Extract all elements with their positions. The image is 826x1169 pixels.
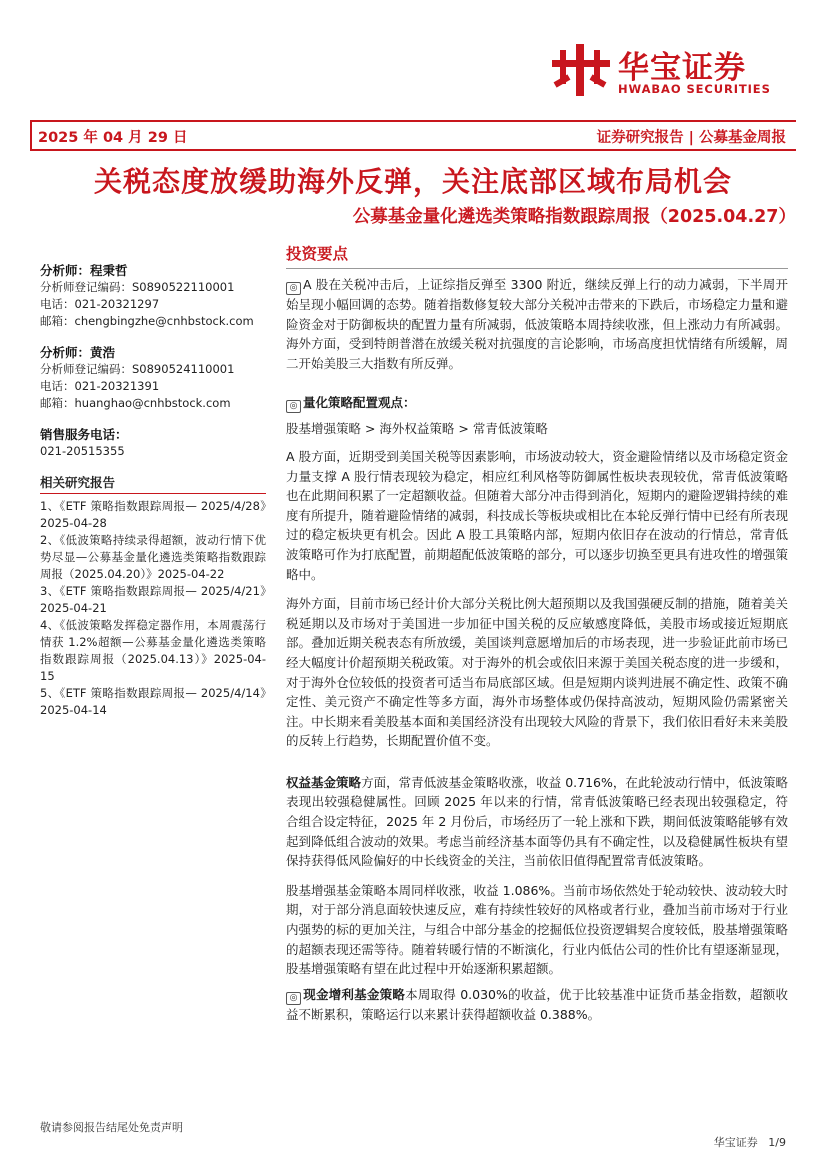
strategy-ranking: 股基增强策略 > 海外权益策略 > 常青低波策略 [286, 421, 548, 437]
report-subtitle: 公募基金量化遴选类策略指数跟踪周报（2025.04.27） [352, 207, 796, 227]
analyst-tel [40, 378, 266, 395]
footer-brand: 华宝证券 [713, 1136, 758, 1149]
email-label: 邮箱： [40, 314, 75, 328]
header-divider [30, 149, 796, 151]
sales-tel: 021-20515355 [40, 444, 125, 458]
main-content [286, 246, 788, 1024]
email-value[interactable]: chengbingzhe@cnhbstock.com [74, 314, 254, 328]
cert-label: 分析师登记编码： [40, 280, 132, 294]
report-date: 2025 年 04 月 29 日 [38, 130, 188, 146]
analyst-name: 分析师：程秉哲 [40, 263, 128, 278]
cash-label: 现金增利基金策略 [303, 986, 406, 1002]
related-report-item[interactable]: 5、《ETF 策略指数跟踪周报— 2025/4/14》2025-04-14 [40, 686, 266, 717]
intro-text: A 股在关税冲击后，上证综指反弹至 3300 附近，继续反弹上行的动力减弱，下半周开始呈现小幅回调的态势。随着指数修复较大部分关税冲击带来的下跌后，市场稳定力量和避险资金对于防御板块的配置力量有所减弱，低波策略本周持续收涨，但上涨动力有所减弱。海外方面，受到特朗普潜在放缓关税对抗强度的言论影响，市场高度担忧情绪有所缓解，周二开始美股三大指数有所反弹。 [286, 277, 788, 371]
analyst-email[interactable] [40, 395, 266, 412]
analyst-email[interactable] [40, 313, 266, 330]
equity-text: 方面，常青低波基金策略收涨，收益 0.716%，在此轮波动行情中，低波策略表现出较强稳健属性。回顾 2025 年以来的行情，常青低波策略已经表现出较强稳定，符合组合设定特征，2025 年 2 月份后，市场经历了一轮上涨和下跌，期间低波策略能够有效起到降低组合波动的效果。考虑当前经济基本面等仍具有不确定性，以及稳健属性板块有望保持获得低风险偏好的中长线资金的关注，当前依旧值得配置常青低波策略。 [286, 774, 788, 869]
tel-label: 电话： [40, 379, 75, 393]
related-report-item[interactable]: 4、《低波策略发挥稳定器作用，本周震荡行情获 1.2%超额—公募基金量化遴选类策略指数跟踪周报（2025.04.13）》2025-04-15 [40, 618, 266, 683]
analyst-block [40, 262, 266, 330]
related-reports-heading: 相关研究报告 [40, 474, 266, 494]
related-report-item[interactable]: 3、《ETF 策略指数跟踪周报— 2025/4/21》2025-04-21 [40, 584, 266, 615]
quant-heading-text: 量化策略配置观点： [303, 395, 416, 411]
intro-paragraph [286, 275, 788, 373]
logo-name-cn: 华宝证券 [618, 50, 746, 86]
analyst-name: 分析师：黄浩 [40, 345, 116, 360]
circle-bullet-icon: ◎ [286, 400, 301, 413]
sales-heading: 销售服务电话： [40, 427, 128, 442]
cash-text: 本周取得 0.030%的收益，优于比较基准中证货币基金指数，超额收益不断累积，策略运行以来累计获得超额收益 0.388%。 [286, 986, 788, 1022]
circle-bullet-icon: ◎ [286, 282, 301, 295]
logo-name-en: HWABAO SECURITIES [618, 82, 771, 96]
overseas-paragraph: 海外方面，目前市场已经计价大部分关税比例大超预期以及我国强硬反制的措施，随着美关税延期以及市场对于美国进一步加征中国关税的反应敏感度降低，美股市场或接近短期底部。叠加近期关税表态有所放缓，美国谈判意愿增加后的市场表现，进一步验证此前市场已经大幅度计价超预期关税政策。对于海外的机会或依旧来源于美国关税态度的进一步缓和，对于海外仓位较低的投资者可适当布局底部区域。但是短期内谈判进展不确定性、政策不确定性、美元资产不确定性等多方面，海外市场整体或仍保持高波动，短期风险仍需紧密关注。中长期来看美股基本面和美国经济没有出现较大风险的背景下，我们依旧看好未来美股的反转上行趋势，长期配置价值不变。 [286, 596, 788, 749]
report-title: 关税态度放缓助海外反弹，关注底部区域布局机会 [93, 165, 732, 198]
analyst-block [40, 344, 266, 412]
report-category: 证券研究报告 | 公募基金周报 [596, 130, 786, 146]
quant-heading [286, 393, 788, 413]
a-share-paragraph: A 股方面，近期受到美国关税等因素影响，市场波动较大，资金避险情绪以及市场稳定资金力量支撑 A 股行情表现较为稳定，相应红利风格等防御属性板块表现较优，常青低波策略也在此期间积累了一定超额收益。但随着大部分冲击得到消化，短期内的避险逻辑持续的难度有所提升，随着避险情绪的减弱，科技成长等板块或相比在本轮反弹行情中已经有所表现过的稳定板块更有机会。因此 A 股工具策略内部，短期内依旧存在波动的行情总，常青低波策略可作为打底配置，前期超配低波策略的部分，可以逐步切换至更具有进攻性的增强策略中。 [286, 448, 788, 582]
email-value[interactable]: huanghao@cnhbstock.com [74, 396, 231, 410]
sidebar [40, 262, 266, 719]
cert-label: 分析师登记编码： [40, 362, 132, 376]
analyst-cert [40, 279, 266, 296]
cert-value: S0890522110001 [132, 280, 235, 294]
section-title-text: 投资要点 [286, 245, 349, 263]
section-title [286, 246, 788, 269]
analyst-tel [40, 296, 266, 313]
company-logo [550, 40, 778, 102]
tel-value: 021-20321297 [74, 297, 160, 311]
tel-value: 021-20321391 [74, 379, 160, 393]
tel-label: 电话： [40, 297, 75, 311]
equity-label: 权益基金策略 [286, 774, 362, 790]
analyst-cert [40, 361, 266, 378]
enhance-paragraph: 股基增强基金策略本周同样收涨，收益 1.086%。当前市场依然处于轮动较快、波动较大时期，对于部分消息面较快速反应，难有持续性较好的风格或者行业，叠加当前市场对于行业内强势的标的更加关注，与组合中部分基金的挖掘低位投资逻辑契合度较低，股基增强策略的超额表现还需等待。随着转暖行情的不断演化，行业内低估公司的性价比有望逐渐显现，股基增强策略有望在此过程中开始逐渐积累超额。 [286, 882, 788, 977]
equity-paragraph [286, 773, 788, 871]
circle-bullet-icon: ◎ [286, 992, 301, 1005]
related-report-item[interactable]: 2、《低波策略持续录得超额，波动行情下优势尽显—公募基金量化遴选类策略指数跟踪周报（2025.04.20）》2025-04-22 [40, 533, 266, 581]
cash-paragraph [286, 985, 788, 1025]
disclaimer-note: 敬请参阅报告结尾处免责声明 [40, 1121, 183, 1134]
cert-value: S0890524110001 [132, 362, 235, 376]
page-footer [714, 1134, 786, 1150]
related-report-item[interactable]: 1、《ETF 策略指数跟踪周报— 2025/4/28》2025-04-28 [40, 499, 266, 530]
email-label: 邮箱： [40, 396, 75, 410]
logo-mark-icon [550, 42, 612, 98]
page-number: 1/9 [768, 1136, 786, 1149]
